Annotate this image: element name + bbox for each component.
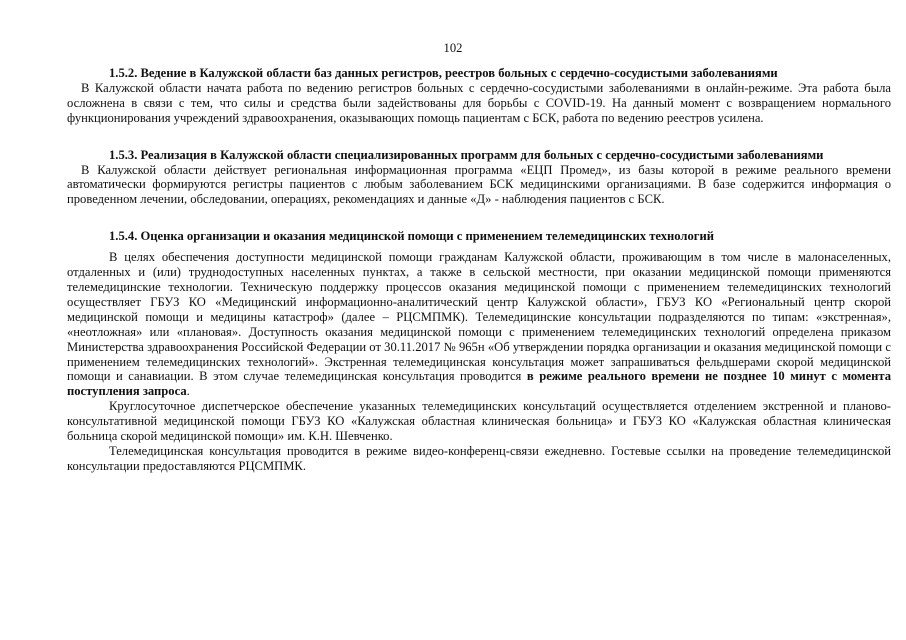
paragraph-text: В целях обеспечения доступности медицинской помощи гражданам Калужской области, проживающим в том числе в малонаселенных, отдаленных и (или) труднодоступных населенных пунктах, а также в сельской местности, при оказании медицинской помощи применяются телемедицинские технологии. Техническую поддержку процессов оказания медицинской помощи с применением телемедицинских технологий осуществляет ГБУЗ КО «Медицинский информационно-аналитический центр Калужской области», ГБУЗ КО «Региональный центр скорой медицинской помощи и медицины катастроф» (далее – РЦСМПМК). Телемедицинские консультации подразделяются по типам: «экстренная», «неотложная» или «плановая». Доступность оказания медицинской помощи с применением телемедицинских технологий определена приказом Министерства здравоохранения Российской Федерации от 30.11.2017 № 965н «Об утверждении порядка организации и оказания медицинской помощи с применением телемедицинских технологий». Экстренная телемедицинская консультация может запрашиваться фельдшерами скорой медицинской помощи и санавиации. В этом случае телемедицинская консультация проводится [67, 250, 891, 384]
section-paragraph: Круглосуточное диспетчерское обеспечение указанных телемедицинских консультаций осуществляется отделением экстренной и планово-консультативной медицинской помощи ГБУЗ КО «Калужская областная клиническая больница» и ГБУЗ КО «Калужская областная клиническая больница скорой медицинской помощи» им. К.Н. Шевченко. [67, 399, 891, 444]
paragraph-text: . [186, 384, 190, 399]
section-paragraph: В Калужской области действует региональная информационная программа «ЕЦП Промед», из базы которой в режиме реального времени автоматически формируются регистры пациентов с любым заболеванием БСК медицинскими организациями. В базе содержится информация о проведенном лечении, обследовании, операциях, рекомендациях и данные «Д» - наблюдения пациентов с БСК. [67, 162, 891, 207]
section-1-5-2 [67, 66, 891, 126]
section-heading: 1.5.4. Оценка организации и оказания медицинской помощи с применением телемедицинских технологий [109, 229, 715, 244]
section-paragraph: Телемедицинская консультация проводится в режиме видео-конференц-связи ежедневно. Гостевые ссылки на проведение телемедицинской консультации предоставляются РЦСМПМК. [67, 443, 891, 473]
section-paragraph: В Калужской области начата работа по ведению регистров больных с сердечно-сосудистыми заболеваниями в онлайн-режиме. Эта работа была осложнена в связи с тем, что силы и средства были задействованы для борьбы с COVID-19. На данный момент с возвращением нормального функционирования учреждений здравоохранения, оказывающих помощь пациентам с БСК, работа по ведению реестров усилена. [67, 80, 891, 125]
emphasized-text: в режиме реального времени не позднее 10 минут с момента поступления запроса [67, 369, 891, 399]
page-number: 102 [443, 41, 463, 55]
section-paragraph [67, 250, 891, 399]
section-heading: 1.5.2. Ведение в Калужской области баз данных регистров, реестров больных с сердечно-сосудистыми заболеваниями [109, 66, 778, 80]
document-body [67, 66, 891, 474]
section-1-5-4 [67, 229, 891, 474]
section-1-5-3 [67, 148, 891, 208]
section-heading: 1.5.3. Реализация в Калужской области специализированных программ для больных с сердечно-сосудистыми заболеваниями [109, 147, 824, 162]
